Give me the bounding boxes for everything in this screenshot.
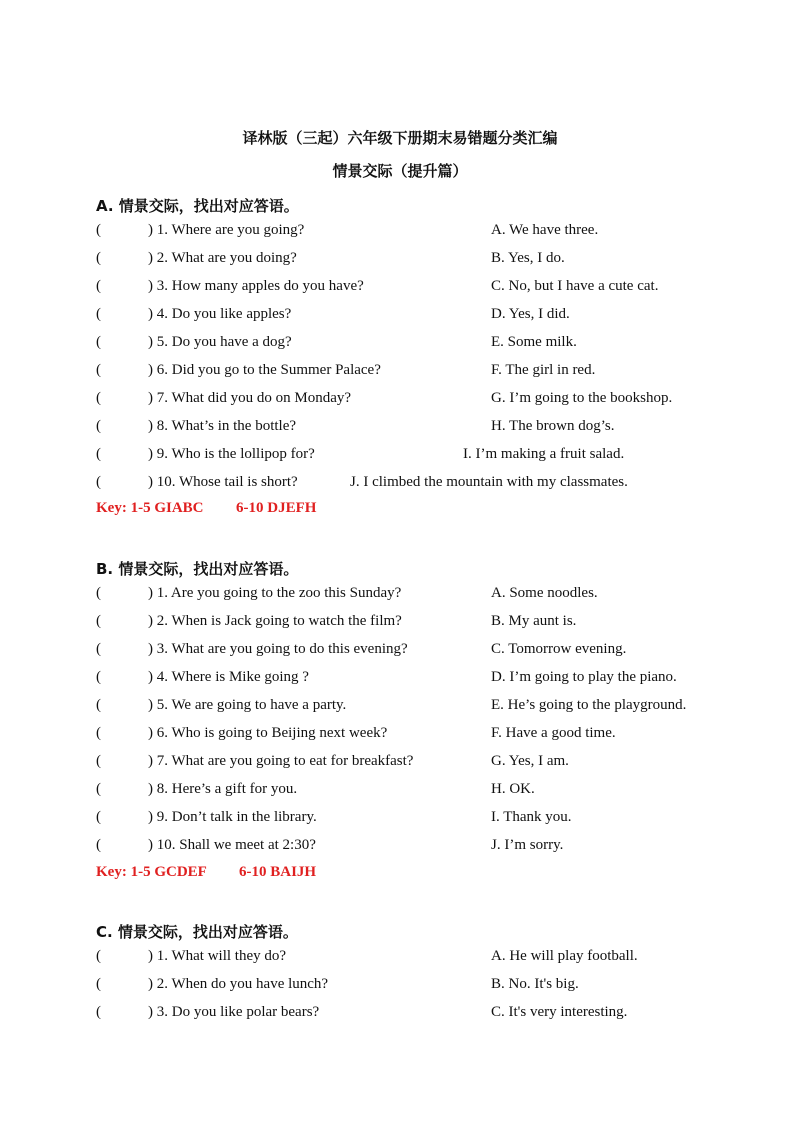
answer-key-a — [96, 500, 317, 517]
option-text: G. Yes, I am. — [491, 753, 569, 769]
question-text: ) 10. Whose tail is short? — [148, 474, 298, 490]
answer-blank[interactable]: ( — [96, 306, 101, 322]
answer-blank[interactable]: ( — [96, 697, 101, 713]
question-row — [0, 222, 800, 250]
key-part-1: Key: 1-5 GCDEF — [96, 864, 207, 880]
answer-blank[interactable]: ( — [96, 250, 101, 266]
answer-blank[interactable]: ( — [96, 585, 101, 601]
question-row — [0, 613, 800, 641]
answer-blank[interactable]: ( — [96, 390, 101, 406]
question-text: ) 6. Who is going to Beijing next week? — [148, 725, 388, 741]
question-row — [0, 641, 800, 669]
answer-blank[interactable]: ( — [96, 1004, 101, 1020]
question-row — [0, 446, 800, 474]
question-row — [0, 837, 800, 865]
question-text: ) 6. Did you go to the Summer Palace? — [148, 362, 381, 378]
key-part-1: Key: 1-5 GIABC — [96, 500, 204, 516]
answer-blank[interactable]: ( — [96, 334, 101, 350]
option-text: D. Yes, I did. — [491, 306, 570, 322]
answer-blank[interactable]: ( — [96, 976, 101, 992]
question-row — [0, 948, 800, 976]
question-text: ) 3. How many apples do you have? — [148, 278, 364, 294]
option-text: D. I’m going to play the piano. — [491, 669, 677, 685]
answer-blank[interactable]: ( — [96, 781, 101, 797]
answer-blank[interactable]: ( — [96, 278, 101, 294]
question-text: ) 3. What are you going to do this evening? — [148, 641, 408, 657]
question-row — [0, 697, 800, 725]
question-row — [0, 306, 800, 334]
question-text: ) 9. Don’t talk in the library. — [148, 809, 317, 825]
question-row — [0, 1004, 800, 1032]
section-a-heading: A. 情景交际，找出对应答语。 — [96, 197, 299, 215]
question-row — [0, 781, 800, 809]
option-text: J. I’m sorry. — [491, 837, 564, 853]
document-subtitle: 情景交际（提升篇） — [332, 162, 468, 180]
option-text: B. No. It's big. — [491, 976, 579, 992]
section-c-heading: C. 情景交际，找出对应答语。 — [96, 923, 298, 941]
question-row — [0, 334, 800, 362]
option-text: F. Have a good time. — [491, 725, 616, 741]
option-text: E. He’s going to the playground. — [491, 697, 687, 713]
section-b-heading: B. 情景交际，找出对应答语。 — [96, 560, 299, 578]
answer-key-b — [96, 864, 317, 881]
question-row — [0, 390, 800, 418]
answer-blank[interactable]: ( — [96, 753, 101, 769]
question-text: ) 8. What’s in the bottle? — [148, 418, 297, 434]
option-text: H. OK. — [491, 781, 535, 797]
option-text: C. Tomorrow evening. — [491, 641, 627, 657]
option-text: C. No, but I have a cute cat. — [491, 278, 659, 294]
question-text: ) 1. What will they do? — [148, 948, 287, 964]
question-text: ) 4. Where is Mike going ? — [148, 669, 309, 685]
answer-blank[interactable]: ( — [96, 446, 101, 462]
question-text: ) 3. Do you like polar bears? — [148, 1004, 320, 1020]
answer-blank[interactable]: ( — [96, 222, 101, 238]
answer-blank[interactable]: ( — [96, 362, 101, 378]
key-part-2: 6-10 DJEFH — [236, 500, 317, 516]
question-text: ) 2. When do you have lunch? — [148, 976, 329, 992]
option-text: E. Some milk. — [491, 334, 577, 350]
option-text: I. I’m making a fruit salad. — [463, 446, 625, 462]
question-row — [0, 362, 800, 390]
option-text: B. My aunt is. — [491, 613, 577, 629]
question-text: ) 2. When is Jack going to watch the film? — [148, 613, 402, 629]
question-row — [0, 278, 800, 306]
option-text: G. I’m going to the bookshop. — [491, 390, 673, 406]
key-part-2: 6-10 BAIJH — [239, 864, 317, 880]
question-text: ) 5. We are going to have a party. — [148, 697, 347, 713]
option-text: B. Yes, I do. — [491, 250, 565, 266]
option-text: I. Thank you. — [491, 809, 572, 825]
question-row — [0, 474, 800, 502]
question-row — [0, 725, 800, 753]
question-text: ) 9. Who is the lollipop for? — [148, 446, 315, 462]
question-text: ) 10. Shall we meet at 2:30? — [148, 837, 316, 853]
option-text: J. I climbed the mountain with my classmates. — [350, 474, 628, 490]
answer-blank[interactable]: ( — [96, 837, 101, 853]
question-text: ) 4. Do you like apples? — [148, 306, 292, 322]
option-text: C. It's very interesting. — [491, 1004, 628, 1020]
option-text: A. We have three. — [491, 222, 599, 238]
question-text: ) 1. Are you going to the zoo this Sunday? — [148, 585, 402, 601]
question-text: ) 1. Where are you going? — [148, 222, 305, 238]
answer-blank[interactable]: ( — [96, 474, 101, 490]
option-text: A. Some noodles. — [491, 585, 598, 601]
option-text: F. The girl in red. — [491, 362, 596, 378]
question-text: ) 8. Here’s a gift for you. — [148, 781, 298, 797]
question-row — [0, 418, 800, 446]
question-text: ) 7. What did you do on Monday? — [148, 390, 352, 406]
question-row — [0, 250, 800, 278]
question-text: ) 7. What are you going to eat for breakfast? — [148, 753, 414, 769]
question-row — [0, 669, 800, 697]
option-text: A. He will play football. — [491, 948, 638, 964]
question-text: ) 2. What are you doing? — [148, 250, 297, 266]
answer-blank[interactable]: ( — [96, 948, 101, 964]
answer-blank[interactable]: ( — [96, 613, 101, 629]
document-title: 译林版（三起）六年级下册期末易错题分类汇编 — [242, 129, 558, 147]
question-row — [0, 753, 800, 781]
option-text: H. The brown dog’s. — [491, 418, 615, 434]
answer-blank[interactable]: ( — [96, 418, 101, 434]
question-text: ) 5. Do you have a dog? — [148, 334, 292, 350]
answer-blank[interactable]: ( — [96, 641, 101, 657]
answer-blank[interactable]: ( — [96, 809, 101, 825]
question-row — [0, 585, 800, 613]
answer-blank[interactable]: ( — [96, 725, 101, 741]
question-row — [0, 976, 800, 1004]
answer-blank[interactable]: ( — [96, 669, 101, 685]
question-row — [0, 809, 800, 837]
